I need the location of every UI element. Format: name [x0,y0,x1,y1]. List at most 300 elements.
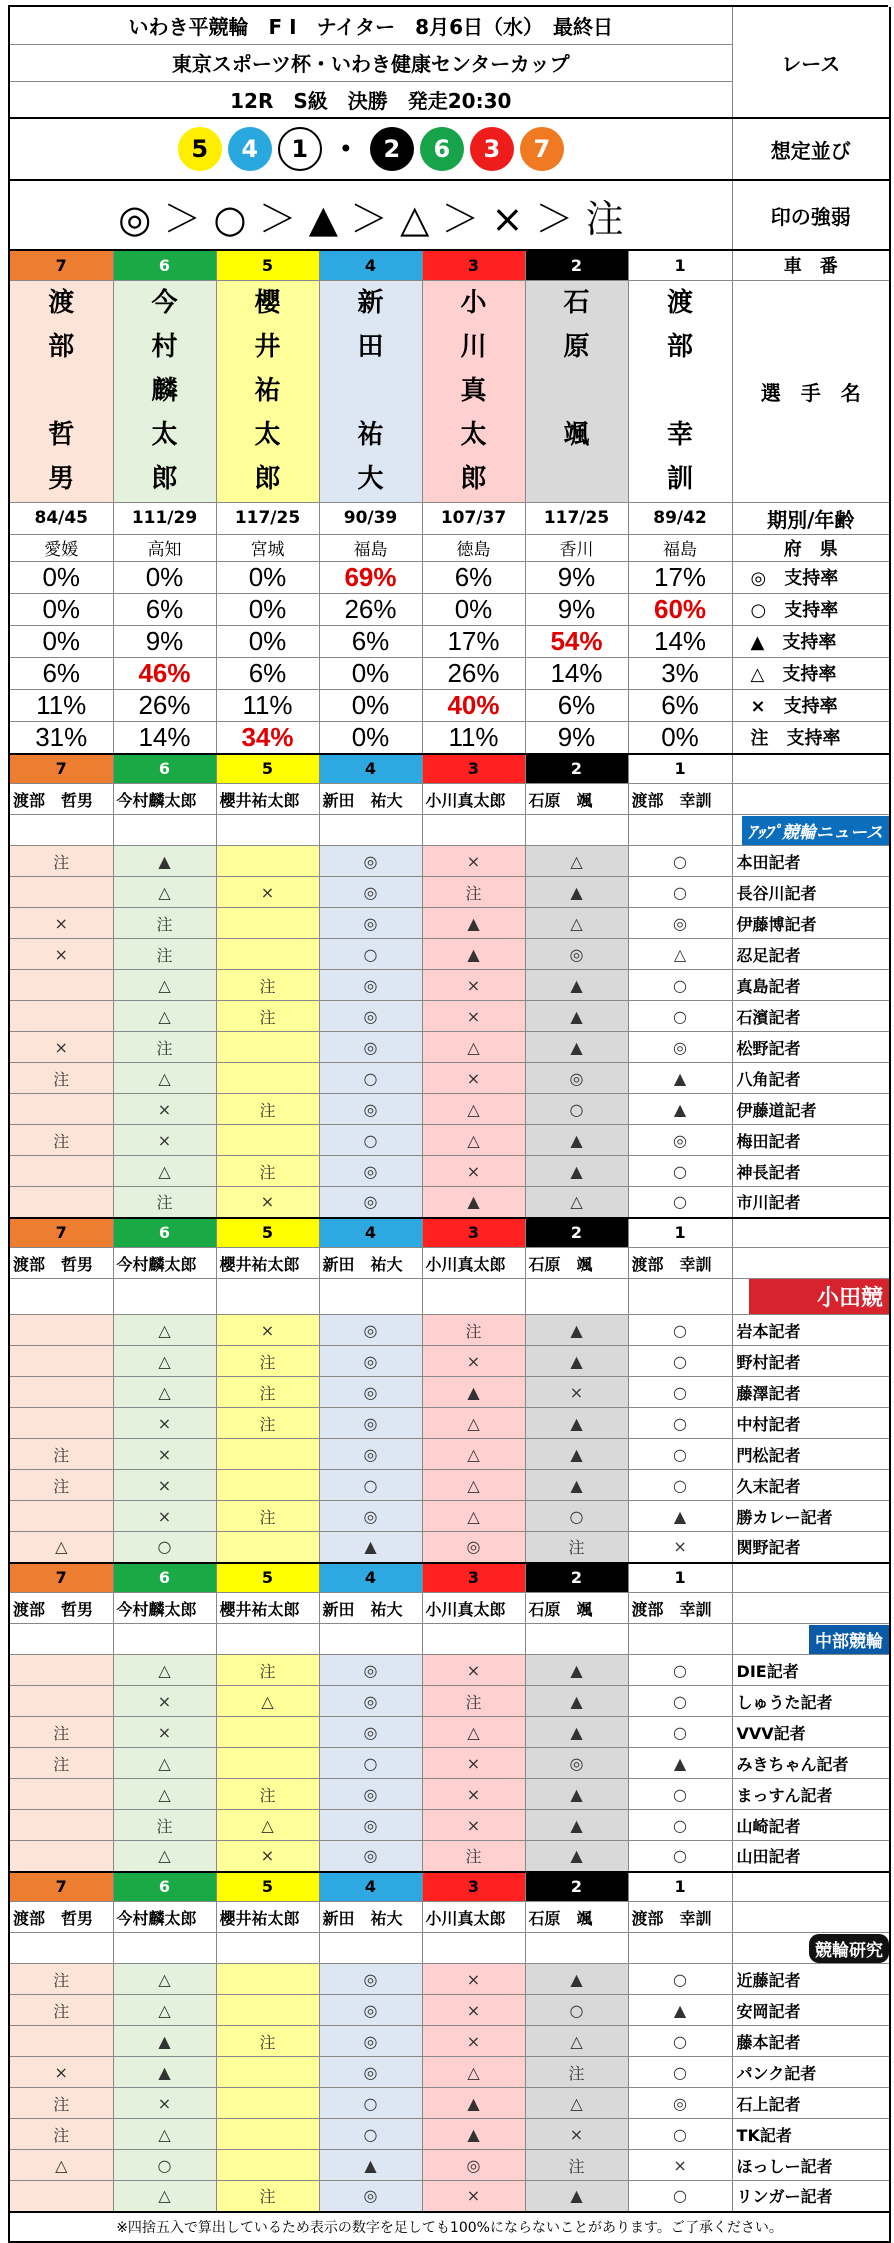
prediction-row [10,1655,890,1686]
prediction-mark: ○ [628,1346,732,1377]
blank-cell [422,1933,525,1964]
prediction-mark [216,908,319,939]
block-corner2 [732,784,890,815]
prediction-mark: 注 [525,2057,628,2088]
prediction-mark: × [216,877,319,908]
blank-cell [10,815,113,846]
reporter-name: ほっしー記者 [732,2150,890,2181]
prediction-mark: 注 [422,1686,525,1717]
prediction-mark: ○ [628,970,732,1001]
short-name-row [10,1593,890,1624]
prediction-mark: × [422,1063,525,1094]
prediction-mark: △ [113,1841,216,1872]
support-rate: 26% [422,657,525,689]
prediction-mark: ○ [319,939,422,970]
car-number: 2 [525,1563,628,1593]
prediction-mark: × [422,1779,525,1810]
prediction-mark: × [422,1655,525,1686]
prediction-mark: × [422,2181,525,2212]
short-name: 今村麟太郎 [113,1248,216,1279]
lineup-ball: 7 [520,127,564,171]
support-rate: 31% [10,721,113,754]
prediction-mark: 注 [10,1125,113,1156]
prediction-mark: × [216,1187,319,1218]
car-number: 7 [10,754,113,784]
prediction-mark: ▲ [525,1315,628,1346]
short-name: 小川真太郎 [422,1593,525,1624]
player-label: 選 手 名 [732,280,890,502]
support-rate: 0% [319,689,422,721]
short-name: 今村麟太郎 [113,1902,216,1933]
prediction-mark: ▲ [525,1408,628,1439]
lineup-ball: 5 [178,127,222,171]
reporter-name: 門松記者 [732,1439,890,1470]
blank-cell [113,1279,216,1315]
short-name: 新田 祐大 [319,1902,422,1933]
blank-cell [525,1624,628,1655]
prediction-mark: × [10,908,113,939]
prediction-mark: ◎ [319,1377,422,1408]
name-char: 男 [48,464,75,494]
prediction-mark: ○ [628,1717,732,1748]
prediction-mark: △ [525,908,628,939]
prediction-row [10,1841,890,1872]
prediction-mark: × [422,1156,525,1187]
reporter-name: 八角記者 [732,1063,890,1094]
prediction-mark: × [525,1377,628,1408]
pref-row [10,534,890,561]
car-number: 6 [113,1563,216,1593]
short-name: 石原 颯 [525,1248,628,1279]
prediction-mark: △ [422,1470,525,1501]
racer-pref: 香川 [525,534,628,561]
block-corner [732,1218,890,1248]
name-char: 新 [357,288,384,318]
prediction-mark: ▲ [525,1032,628,1063]
prediction-mark: ○ [628,2026,732,2057]
prediction-mark: △ [10,2150,113,2181]
prediction-mark [216,1995,319,2026]
prediction-mark: ◎ [628,1125,732,1156]
lineup [175,135,567,163]
prediction-mark: 注 [216,2026,319,2057]
prediction-mark: ○ [628,1408,732,1439]
prediction-mark: ▲ [525,970,628,1001]
name-char [629,369,732,413]
prediction-mark: ○ [525,1501,628,1532]
prediction-mark: △ [525,1187,628,1218]
prediction-mark: ◎ [319,1779,422,1810]
reporter-name: 忍足記者 [732,939,890,970]
racer-pref: 徳島 [422,534,525,561]
support-rate-row [10,689,890,721]
header-line1: いわき平競輪 F I ナイター 8月6日（水） 最終日 [10,7,732,44]
prediction-mark: △ [525,2026,628,2057]
support-rate: 6% [216,657,319,689]
prediction-mark: ○ [319,1125,422,1156]
prediction-row [10,1439,890,1470]
prediction-mark: ○ [628,1470,732,1501]
prediction-mark: ◎ [319,1439,422,1470]
name-char: 郎 [254,464,281,494]
prediction-mark: ◎ [319,877,422,908]
support-rate: 6% [525,689,628,721]
racer-pref: 高知 [113,534,216,561]
short-name: 櫻井祐太郎 [216,1248,319,1279]
prediction-mark: ◎ [319,1717,422,1748]
prediction-mark: 注 [10,1995,113,2026]
car-number-label: 車 番 [732,250,890,280]
prediction-mark: 注 [113,1187,216,1218]
car-number-row [10,754,890,784]
prediction-mark: 注 [113,1810,216,1841]
name-char: 石 [563,288,590,318]
support-rate: 0% [216,625,319,657]
header-line2: 東京スポーツ杯・いわき健康センターカップ [10,44,732,81]
name-char: 渡 [48,288,75,318]
prediction-mark [10,2181,113,2212]
prediction-mark: ◎ [628,2088,732,2119]
prediction-mark: ○ [319,2088,422,2119]
prediction-mark: ○ [628,1686,732,1717]
support-rate: 6% [113,593,216,625]
prediction-mark: ▲ [422,939,525,970]
prediction-mark: ▲ [113,2026,216,2057]
prediction-mark: ○ [628,1964,732,1995]
reporter-name: みきちゃん記者 [732,1748,890,1779]
car-number: 4 [319,754,422,784]
prediction-mark: × [628,1532,732,1563]
prediction-mark: × [113,1717,216,1748]
name-char: 原 [563,332,590,362]
prediction-mark: ▲ [525,877,628,908]
reporter-name: 山崎記者 [732,1810,890,1841]
racer-age: 111/29 [113,502,216,534]
blank-cell [422,1279,525,1315]
prediction-mark: △ [216,1686,319,1717]
lineup-label: 想定並び [732,118,890,180]
prediction-mark: △ [113,970,216,1001]
support-rate: 6% [628,689,732,721]
support-rate: 11% [216,689,319,721]
prediction-row [10,1964,890,1995]
name-char: 幸 [667,420,694,450]
prediction-mark: △ [113,1748,216,1779]
support-rate-label: ○ 支持率 [732,593,890,625]
car-number: 4 [319,1872,422,1902]
prediction-mark: ◎ [319,1315,422,1346]
blank-cell [525,1933,628,1964]
prediction-mark: △ [422,1717,525,1748]
prediction-mark: ○ [628,1655,732,1686]
reporter-name: 岩本記者 [732,1315,890,1346]
age-label: 期別/年齢 [732,502,890,534]
support-rate: 14% [525,657,628,689]
prediction-mark: △ [422,1439,525,1470]
name-char: 郎 [151,464,178,494]
lineup-ball: 3 [470,127,514,171]
car-number: 5 [216,1563,319,1593]
prediction-mark: ◎ [319,2181,422,2212]
prediction-mark: × [113,1439,216,1470]
racer-name [319,280,422,502]
prediction-mark: ▲ [525,1346,628,1377]
reporter-name: 関野記者 [732,1532,890,1563]
support-rate: 9% [525,593,628,625]
support-rate: 0% [216,593,319,625]
prediction-mark [10,1655,113,1686]
prediction-mark [216,1063,319,1094]
prediction-mark: ◎ [319,970,422,1001]
racer-pref: 宮城 [216,534,319,561]
name-char: 太 [151,420,178,450]
prediction-mark: △ [422,1125,525,1156]
prediction-mark: ◎ [319,908,422,939]
prediction-mark: △ [113,1346,216,1377]
prediction-mark: 注 [525,2150,628,2181]
prediction-mark: ▲ [628,1995,732,2026]
short-name: 石原 颯 [525,1902,628,1933]
prediction-mark: 注 [216,1156,319,1187]
racer-pref: 愛媛 [10,534,113,561]
blank-cell [422,1624,525,1655]
blank-cell [10,1624,113,1655]
prediction-mark: ▲ [525,1841,628,1872]
reporter-name: 伊藤道記者 [732,1094,890,1125]
support-rate-label: △ 支持率 [732,657,890,689]
support-rate: 0% [113,561,216,593]
prediction-row [10,2026,890,2057]
reporter-name: リンガー記者 [732,2181,890,2212]
mark-strength: ◎ ＞ ○ ＞ ▲ ＞ △ ＞ × ＞ 注 [10,180,732,250]
support-rate: 6% [422,561,525,593]
racer-name [113,280,216,502]
prediction-mark: ○ [628,1841,732,1872]
racer-name [628,280,732,502]
short-name: 渡部 幸訓 [628,1248,732,1279]
short-name: 小川真太郎 [422,1248,525,1279]
prediction-mark: 注 [216,1655,319,1686]
prediction-mark: ▲ [525,1717,628,1748]
prediction-row [10,1810,890,1841]
prediction-mark: ○ [319,1470,422,1501]
prediction-mark: △ [113,1315,216,1346]
support-rate: 17% [628,561,732,593]
prediction-mark: ○ [628,1001,732,1032]
reporter-name: 勝カレー記者 [732,1501,890,1532]
prediction-mark: × [216,1841,319,1872]
prediction-mark: × [422,1748,525,1779]
prediction-mark: ◎ [422,2150,525,2181]
prediction-mark: ○ [628,2057,732,2088]
prediction-mark [10,1315,113,1346]
support-rate: 14% [628,625,732,657]
car-number: 7 [10,1563,113,1593]
car-number: 4 [319,1563,422,1593]
prediction-mark: 注 [216,1779,319,1810]
prediction-mark: ◎ [319,1686,422,1717]
prediction-mark [10,1346,113,1377]
blank-cell [422,815,525,846]
racer-name [216,280,319,502]
prediction-mark: 注 [10,1748,113,1779]
support-rate-label: × 支持率 [732,689,890,721]
reporter-name: 松野記者 [732,1032,890,1063]
support-rate: 34% [216,721,319,754]
name-char: 祐 [254,376,281,406]
logo-cell [732,1933,890,1964]
reporter-name: 藤澤記者 [732,1377,890,1408]
racer-name [10,280,113,502]
prediction-row [10,1748,890,1779]
prediction-row [10,1408,890,1439]
prediction-row [10,1315,890,1346]
prediction-mark: ◎ [525,1748,628,1779]
short-name: 渡部 哲男 [10,1248,113,1279]
age-row [10,502,890,534]
prediction-mark: ○ [628,1810,732,1841]
name-char: 小 [460,288,487,318]
prediction-mark: ▲ [525,1655,628,1686]
prediction-mark: 注 [422,877,525,908]
prediction-row [10,1717,890,1748]
prediction-mark: 注 [422,1841,525,1872]
name-char: 麟 [151,376,178,406]
prediction-mark: △ [113,1964,216,1995]
prediction-row [10,2150,890,2181]
prediction-mark [10,1810,113,1841]
prediction-row [10,877,890,908]
prediction-mark: ○ [628,877,732,908]
prediction-mark: ○ [113,1532,216,1563]
short-name: 石原 颯 [525,1593,628,1624]
prediction-mark: × [525,2119,628,2150]
car-number-row [10,1872,890,1902]
short-name: 渡部 哲男 [10,1593,113,1624]
block-corner [732,1563,890,1593]
prediction-mark: 注 [113,908,216,939]
prediction-mark: △ [10,1532,113,1563]
car-number: 2 [525,1218,628,1248]
support-rate: 26% [319,593,422,625]
support-rate: 0% [10,625,113,657]
prediction-mark: × [10,2057,113,2088]
prediction-row [10,1156,890,1187]
prediction-row [10,970,890,1001]
prediction-mark: ◎ [628,908,732,939]
logo-cell [732,1279,890,1315]
support-rate-label: 注 支持率 [732,721,890,754]
prediction-mark: ○ [628,1156,732,1187]
car-number: 3 [422,250,525,280]
car-number: 3 [422,1218,525,1248]
car-number: 7 [10,1872,113,1902]
reporter-name: 市川記者 [732,1187,890,1218]
short-name: 櫻井祐太郎 [216,784,319,815]
prediction-mark: × [216,1315,319,1346]
prediction-mark: ▲ [319,2150,422,2181]
prediction-mark: ○ [628,846,732,877]
short-name: 新田 祐大 [319,784,422,815]
block-corner [732,1872,890,1902]
support-rate: 54% [525,625,628,657]
prediction-mark: 注 [10,1439,113,1470]
car-number: 2 [525,250,628,280]
name-char: 村 [151,332,178,362]
racer-name [525,280,628,502]
prediction-mark: 注 [10,1470,113,1501]
short-name: 渡部 幸訓 [628,1593,732,1624]
name-char: 大 [357,464,384,494]
prediction-mark: × [422,1964,525,1995]
car-number: 1 [628,250,732,280]
footnote: ※四捨五入で算出しているため表示の数字を足しても100%にならないことがあります。ご了承ください。 [10,2212,890,2242]
support-rate: 11% [10,689,113,721]
prediction-mark: ○ [628,1187,732,1218]
prediction-mark [10,877,113,908]
name-row [10,280,890,502]
name-char: 櫻 [254,288,281,318]
prediction-mark: ▲ [422,2088,525,2119]
prediction-row [10,2181,890,2212]
prediction-mark: 注 [216,970,319,1001]
prediction-mark: ○ [628,1779,732,1810]
prediction-mark [10,1779,113,1810]
blank-cell [216,815,319,846]
blank-cell [216,1624,319,1655]
name-char: 郎 [460,464,487,494]
reporter-name: 石濱記者 [732,1001,890,1032]
reporter-name: 神長記者 [732,1156,890,1187]
support-rate-label: ▲ 支持率 [732,625,890,657]
prediction-mark: 注 [216,1377,319,1408]
prediction-mark: 注 [10,2119,113,2150]
support-rate-row [10,593,890,625]
support-rate: 0% [319,721,422,754]
blank-cell [113,1933,216,1964]
prediction-mark [10,1187,113,1218]
prediction-mark [216,2150,319,2181]
prediction-row [10,846,890,877]
prediction-mark: △ [216,1810,319,1841]
short-name: 石原 颯 [525,784,628,815]
name-char [320,369,422,413]
support-rate-label: ◎ 支持率 [732,561,890,593]
prediction-mark: ▲ [628,1094,732,1125]
support-rate: 0% [628,721,732,754]
prediction-mark: × [422,1810,525,1841]
car-number: 6 [113,250,216,280]
car-number: 5 [216,250,319,280]
prediction-mark: × [422,1001,525,1032]
prediction-mark: ◎ [628,1032,732,1063]
prediction-row [10,1532,890,1563]
car-number-row [10,250,890,280]
prediction-mark: ◎ [422,1532,525,1563]
blank-cell [113,1624,216,1655]
prediction-mark: 注 [216,1501,319,1532]
blank-cell [628,815,732,846]
blank-cell [113,815,216,846]
prediction-mark: ○ [628,1439,732,1470]
prediction-mark: 注 [10,2088,113,2119]
prediction-mark [10,1377,113,1408]
prediction-mark: △ [422,1501,525,1532]
prediction-mark: △ [525,846,628,877]
prediction-mark [10,1094,113,1125]
name-char: 哲 [48,420,75,450]
prediction-row [10,1063,890,1094]
